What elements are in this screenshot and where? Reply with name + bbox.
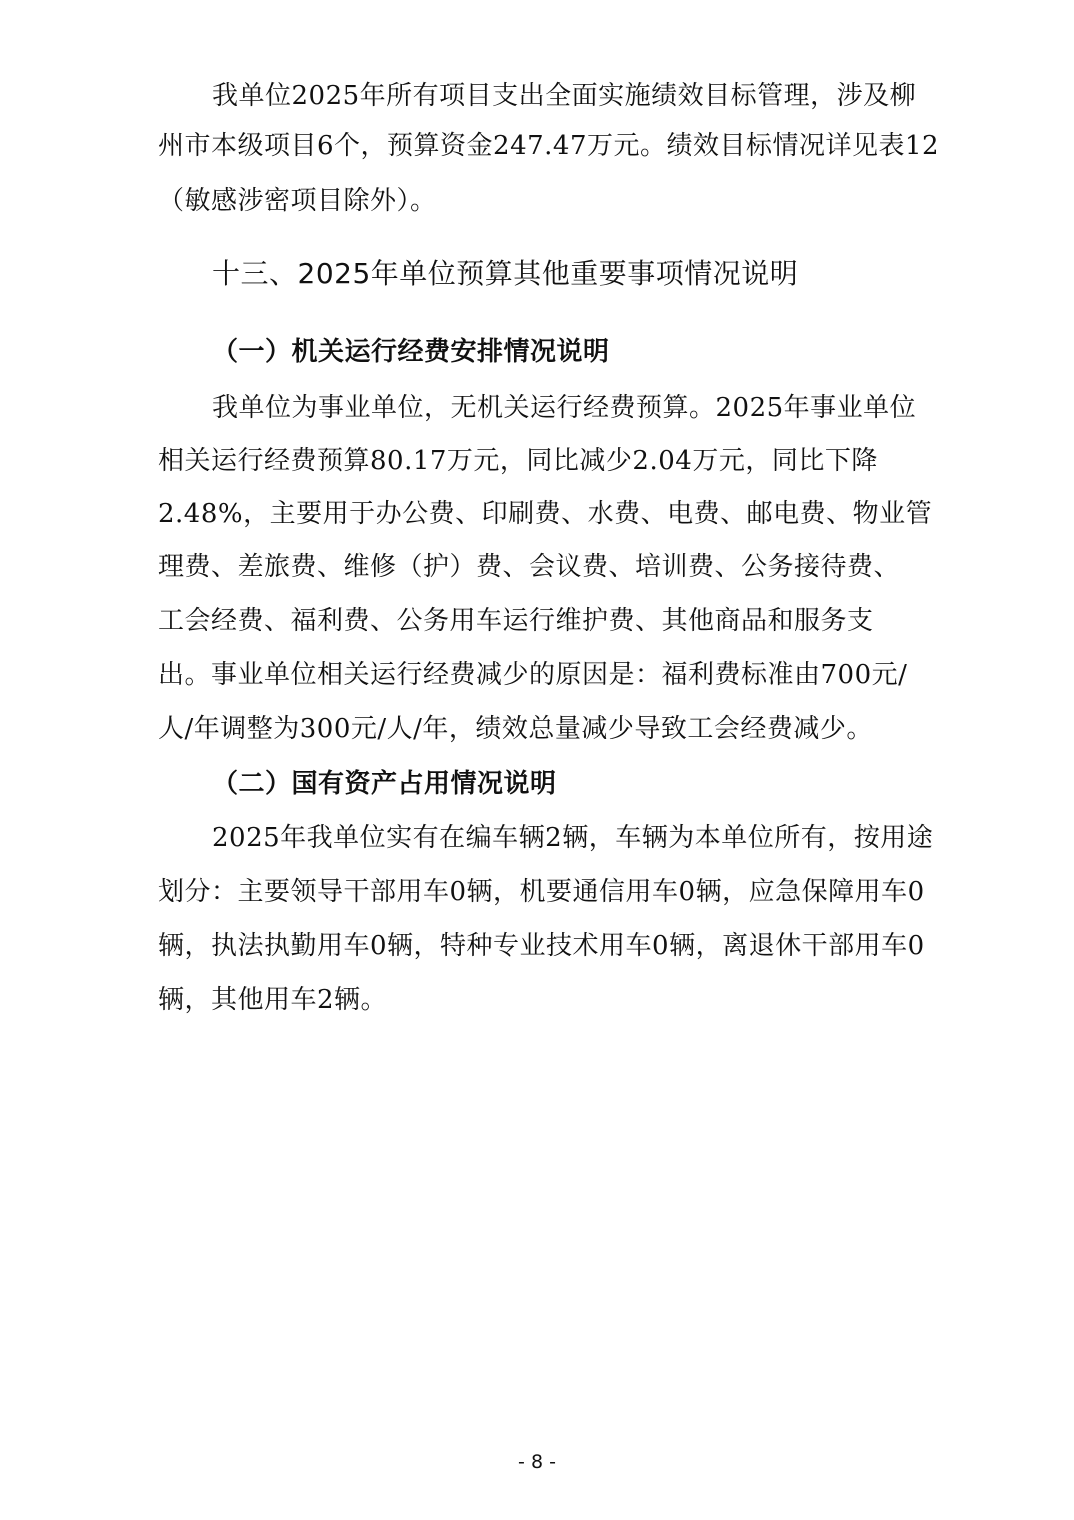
performance-paragraph-line-1: 我单位2025年所有项目支出全面实施绩效目标管理，涉及柳 (212, 81, 917, 111)
subsection-1-line-5: 工会经费、福利费、公务用车运行维护费、其他商品和服务支 (158, 606, 874, 636)
subsection-1-line-3: 2.48%，主要用于办公费、印刷费、水费、电费、邮电费、物业管 (158, 499, 933, 529)
subsection-1-line-6: 出。事业单位相关运行经费减少的原因是：福利费标准由700元/ (158, 660, 908, 690)
subsection-2-line-2: 划分：主要领导干部用车0辆，机要通信用车0辆，应急保障用车0 (158, 877, 925, 907)
subsection-1-line-1: 我单位为事业单位，无机关运行经费预算。2025年事业单位 (212, 393, 917, 423)
subsection-1-heading: （一）机关运行经费安排情况说明 (212, 337, 610, 367)
subsection-1-line-2: 相关运行经费预算80.17万元，同比减少2.04万元，同比下降 (158, 446, 878, 476)
subsection-1-line-7: 人/年调整为300元/人/年，绩效总量减少导致工会经费减少。 (158, 714, 873, 744)
subsection-2-heading: （二）国有资产占用情况说明 (212, 769, 557, 799)
performance-paragraph-line-3: （敏感涉密项目除外）。 (158, 186, 437, 216)
subsection-2-line-3: 辆，执法执勤用车0辆，特种专业技术用车0辆，离退休干部用车0 (158, 931, 925, 961)
subsection-1-line-4: 理费、差旅费、维修（护）费、会议费、培训费、公务接待费、 (158, 552, 901, 582)
performance-paragraph-line-2: 州市本级项目6个，预算资金247.47万元。绩效目标情况详见表12 (158, 131, 940, 161)
page-number: - 8 - (518, 1451, 556, 1473)
section-13-heading: 十三、2025年单位预算其他重要事项情况说明 (212, 257, 799, 290)
subsection-2-line-1: 2025年我单位实有在编车辆2辆，车辆为本单位所有，按用途 (212, 823, 934, 853)
subsection-2-line-4: 辆，其他用车2辆。 (158, 985, 388, 1015)
